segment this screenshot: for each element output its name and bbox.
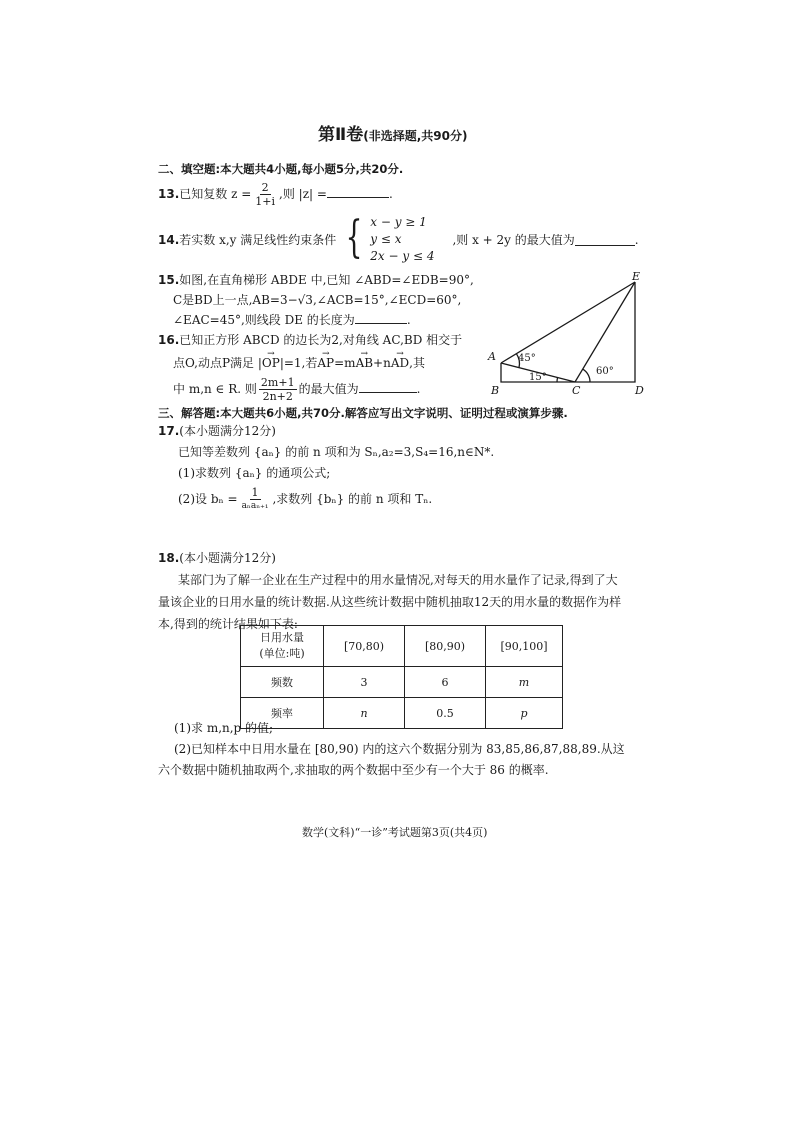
table-cell: n — [324, 698, 405, 729]
question-17: 17.(本小题满分12分) 已知等差数列 {aₙ} 的前 n 项和为 Sₙ,a₂=3,S₄=16,n∈N*. (1)求数列 {aₙ} 的通项公式; (2)设 bₙ = $\frac{1}{\text{aₙaₙ₊₁}}$ ,求数列 {bₙ} 的前 n 项和 Tₙ. — [158, 424, 495, 511]
table-cell: 3 — [324, 667, 405, 698]
table-cell: m — [486, 667, 563, 698]
table-row — [241, 626, 563, 667]
section-title-main: 第Ⅱ卷 — [318, 125, 364, 145]
angle-label-45: 45° — [518, 353, 536, 364]
part2-header: 二、填空题:本大题共4小题,每小题5分,共20分. — [158, 162, 404, 176]
answer-blank — [355, 311, 407, 324]
answer-blank — [575, 233, 635, 246]
section-title — [318, 120, 467, 145]
label-E: E — [632, 270, 641, 283]
question-15: 15.如图,在直角梯形 ABDE 中,已知 ∠ABD=∠EDB=90°, C是BD上一点,AB=3−√3,∠ACB=15°,∠ECD=60°, ∠EAC=45°,则线段 DE 的长度为 . — [158, 273, 474, 327]
question-14: 14. 若实数 x,y 满足线性约束条件 { x − y ≥ 1 y ≤ x 2x − y ≤ 4 ,则 x + 2y 的最大值为 . — [158, 212, 639, 263]
question-13: 13.已知复数 z = $\frac{2}{1+i}$ ,则 |z| = . — [158, 181, 393, 208]
angle-arc-15 — [557, 378, 558, 383]
table-row-label: 频数 — [241, 667, 324, 698]
question-18-parts: (1)求 m,n,p 的值; (2)已知样本中日用水量在 [80,90) 内的这六个数据分别为 83,85,86,87,88,89.从这 六个数据中随机抽取两个,求抽取的两个数据中至少有一个大于 86 的概率. — [158, 721, 625, 777]
fraction: $\frac{2m+1}{2n+2}$ — [260, 376, 295, 403]
table-row-label: 频率 — [241, 698, 324, 729]
fraction: $\frac{1}{\text{aₙaₙ₊₁}}$ — [241, 486, 269, 511]
figure-outline — [501, 282, 635, 382]
table-cell: [70,80) — [324, 626, 405, 667]
label-A: A — [488, 350, 496, 363]
brace-glyph: { — [345, 212, 363, 263]
label-D: D — [635, 384, 644, 397]
segment-AE — [501, 282, 635, 363]
table-cell: [90,100] — [486, 626, 563, 667]
table-row — [241, 667, 563, 698]
angle-label-60: 60° — [596, 366, 614, 377]
constraint-system: { x − y ≥ 1 y ≤ x 2x − y ≤ 4 — [345, 212, 435, 263]
table-header-cell: 日用水量 (单位:吨) — [241, 626, 324, 667]
question-18: 18.(本小题满分12分) 某部门为了解一企业在生产过程中的用水量情况,对每天的用水量作了记录,得到了大 量该企业的日用水量的统计数据.从这些统计数据中随机抽取12天的用水量的数据作为样 本,得到的统计结果如下表: — [158, 551, 622, 631]
section-title-sub: (非选择题,共90分) — [363, 129, 468, 143]
table-cell: p — [486, 698, 563, 729]
answer-blank — [359, 380, 417, 393]
table-cell: 6 — [405, 667, 486, 698]
part3-header: 三、解答题:本大题共6小题,共70分.解答应写出文字说明、证明过程或演算步骤. — [158, 406, 568, 420]
table-cell: [80,90) — [405, 626, 486, 667]
trapezoid-figure — [484, 270, 654, 400]
label-C: C — [572, 384, 581, 397]
angle-label-15: 15° — [529, 372, 547, 383]
table-cell: 0.5 — [405, 698, 486, 729]
fraction: $\frac{2}{1+i}$ — [255, 181, 276, 208]
question-16: 16.已知正方形 ABCD 的边长为2,对角线 AC,BD 相交于 点O,动点P满足 |→ OP|=1,若→ AP=m→ AB+n→ AD,其 中 m,n ∈ R. 则 $\frac{2m+1}{2n+2}$ 的最大值为 . — [158, 330, 462, 403]
label-B: B — [491, 384, 500, 397]
page-footer: 数学(文科)“一诊”考试题第3页(共4页) — [302, 826, 488, 839]
water-usage-table — [240, 625, 563, 729]
angle-arc-60 — [583, 369, 590, 382]
answer-blank — [327, 185, 389, 198]
